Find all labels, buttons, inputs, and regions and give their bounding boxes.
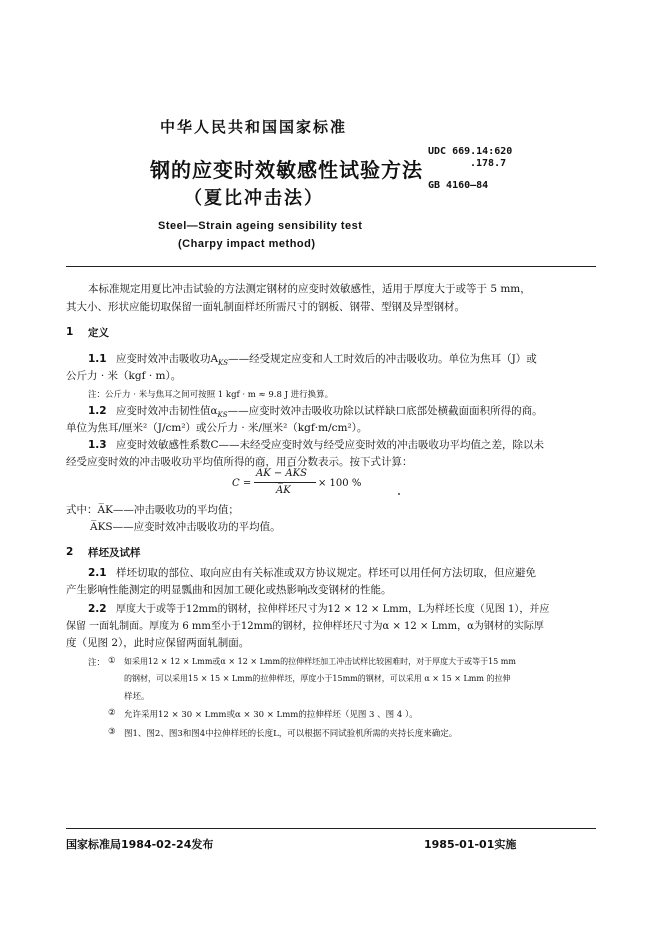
document-title: 钢的应变时效敏感性试验方法 <box>150 158 423 182</box>
note-2-text: 允许采用12 × 30 × Lmm或α × 30 × Lmm的拉伸样坯（见图 3 、图 4 ）。 <box>124 710 418 720</box>
clause-text: 应变时效冲击吸收功A <box>115 353 219 365</box>
clause-text: 厚度大于或等于12mm的钢材，拉伸样坯尺寸为12 × 12 × Lmm，L为样坯长度（见图 1），并应 <box>115 604 550 615</box>
clause-number: 1.3 <box>88 439 107 451</box>
note-1-text: 的钢材，可以采用15 × 15 × Lmm的拉伸样坯，厚度小于15mm的钢材，可以采用 α × 15 × Lmm 的拉伸 <box>124 674 511 683</box>
clause-number: 2.1 <box>88 567 107 579</box>
clause-2-2 <box>88 602 549 617</box>
issuing-country-heading: 中华人民共和国国家标准 <box>160 118 348 136</box>
clause-1-1-note: 注：公斤力 · 米与焦耳之间可按照 1 kgf · m ≈ 9.8 J 进行换算。 <box>88 390 334 400</box>
clause-1-3 <box>88 438 544 453</box>
scan-speck <box>398 493 400 495</box>
intro-paragraph-line: 其大小、形状应能切取保留一面轧制面样坯所需尺寸的钢板、钢带、型钢及异型钢材。 <box>66 301 465 313</box>
formula-denominator: A̅K <box>276 485 291 496</box>
section-1-title: 定义 <box>88 327 109 339</box>
note-marker: ② <box>108 708 116 718</box>
note-3-text: 图1、图2、图3和图4中拉伸样坯的长度L，可以根据不同试验机所需的夹持长度来确定。 <box>124 729 458 739</box>
note-1-text: 样坯。 <box>124 692 150 702</box>
note-1-text: 如采用12 × 12 × Lmm或α × 12 × Lmm的拉伸样坯加工冲击试样比较困难时，对于厚度大于或等于15 mm <box>124 657 516 666</box>
effective-date: 1985-01-01实施 <box>424 838 517 851</box>
section-1-number: 1 <box>66 326 74 338</box>
clause-text: ——经受规定应变和人工时效后的冲击吸收功。单位为焦耳（J）或 <box>228 353 537 365</box>
clause-2-1-continued: 产生影响性能测定的明显瓢曲和因加工硬化或热影响改变钢材的性能。 <box>66 584 392 596</box>
clause-text: 应变时效冲击韧性值α <box>115 405 218 417</box>
clause-2-1 <box>88 566 536 581</box>
section-2-title: 样坯及试样 <box>88 547 141 559</box>
clause-1-1-continued: 公斤力 · 米（kgf · m）。 <box>66 370 182 382</box>
footer-divider <box>66 828 596 829</box>
clause-text: 样坯切取的部位、取向应由有关标准或双方协议规定。样坯可以用任何方法切取，但应避免 <box>115 567 536 579</box>
issue-date: 国家标准局1984-02-24发布 <box>66 838 214 851</box>
notes-label: 注： <box>88 658 106 668</box>
formula-fraction-bar <box>254 482 316 483</box>
clause-number: 1.1 <box>88 353 107 365</box>
clause-2-2-continued: 度（见图 2），此时应保留两面轧制面。 <box>66 637 250 649</box>
clause-number: 1.2 <box>88 405 107 417</box>
formula-legend-line: A̅KS——应变时效冲击吸收功的平均值。 <box>90 521 281 533</box>
note-marker: ③ <box>108 727 116 737</box>
clause-text: 应变时效敏感性系数C——未经受应变时效与经受应变时效的冲击吸收功平均值之差，除以未 <box>115 439 544 451</box>
clause-1-2-continued: 单位为焦耳/厘米²（J/cm²）或公斤力 · 米/厘米²（kgf·m/cm²）。 <box>66 422 368 434</box>
document-subtitle: （夏比冲击法） <box>184 188 324 209</box>
clause-2-2-continued: 保留 一面轧制面。厚度为 6 mm至小于12mm的钢材，拉伸样坯尺寸为α × 12 × Lmm，α为钢材的实际厚 <box>66 621 544 632</box>
subscript: KS <box>217 411 228 420</box>
gb-standard-number: GB 4160—84 <box>428 180 489 191</box>
english-subtitle: (Charpy impact method) <box>178 238 316 250</box>
note-marker: ① <box>108 656 116 666</box>
formula-legend-line: 式中：A̅K——冲击吸收功的平均值； <box>66 504 239 516</box>
formula-multiplier: × 100 % <box>318 478 362 489</box>
english-title: Steel—Strain ageing sensibility test <box>158 220 363 232</box>
section-2-number: 2 <box>66 546 74 558</box>
udc-code-continued: .178.7 <box>470 158 507 169</box>
intro-paragraph-line: 本标准规定用夏比冲击试验的方法测定钢材的应变时效敏感性，适用于厚度大于或等于 5 mm， <box>88 283 531 295</box>
udc-code: UDC 669.14:620 <box>428 146 513 157</box>
clause-number: 2.2 <box>88 603 107 615</box>
formula-numerator: A̅K − A̅KS <box>256 468 307 479</box>
header-divider <box>66 266 596 267</box>
clause-text: ——应变时效冲击吸收功除以试样缺口底部处横截面面积所得的商。 <box>227 405 543 417</box>
clause-1-3-continued: 经受应变时效的冲击吸收功平均值所得的商，用百分数表示。按下式计算： <box>66 456 413 468</box>
subscript: KS <box>218 359 229 368</box>
formula-lhs: C = <box>232 478 252 489</box>
